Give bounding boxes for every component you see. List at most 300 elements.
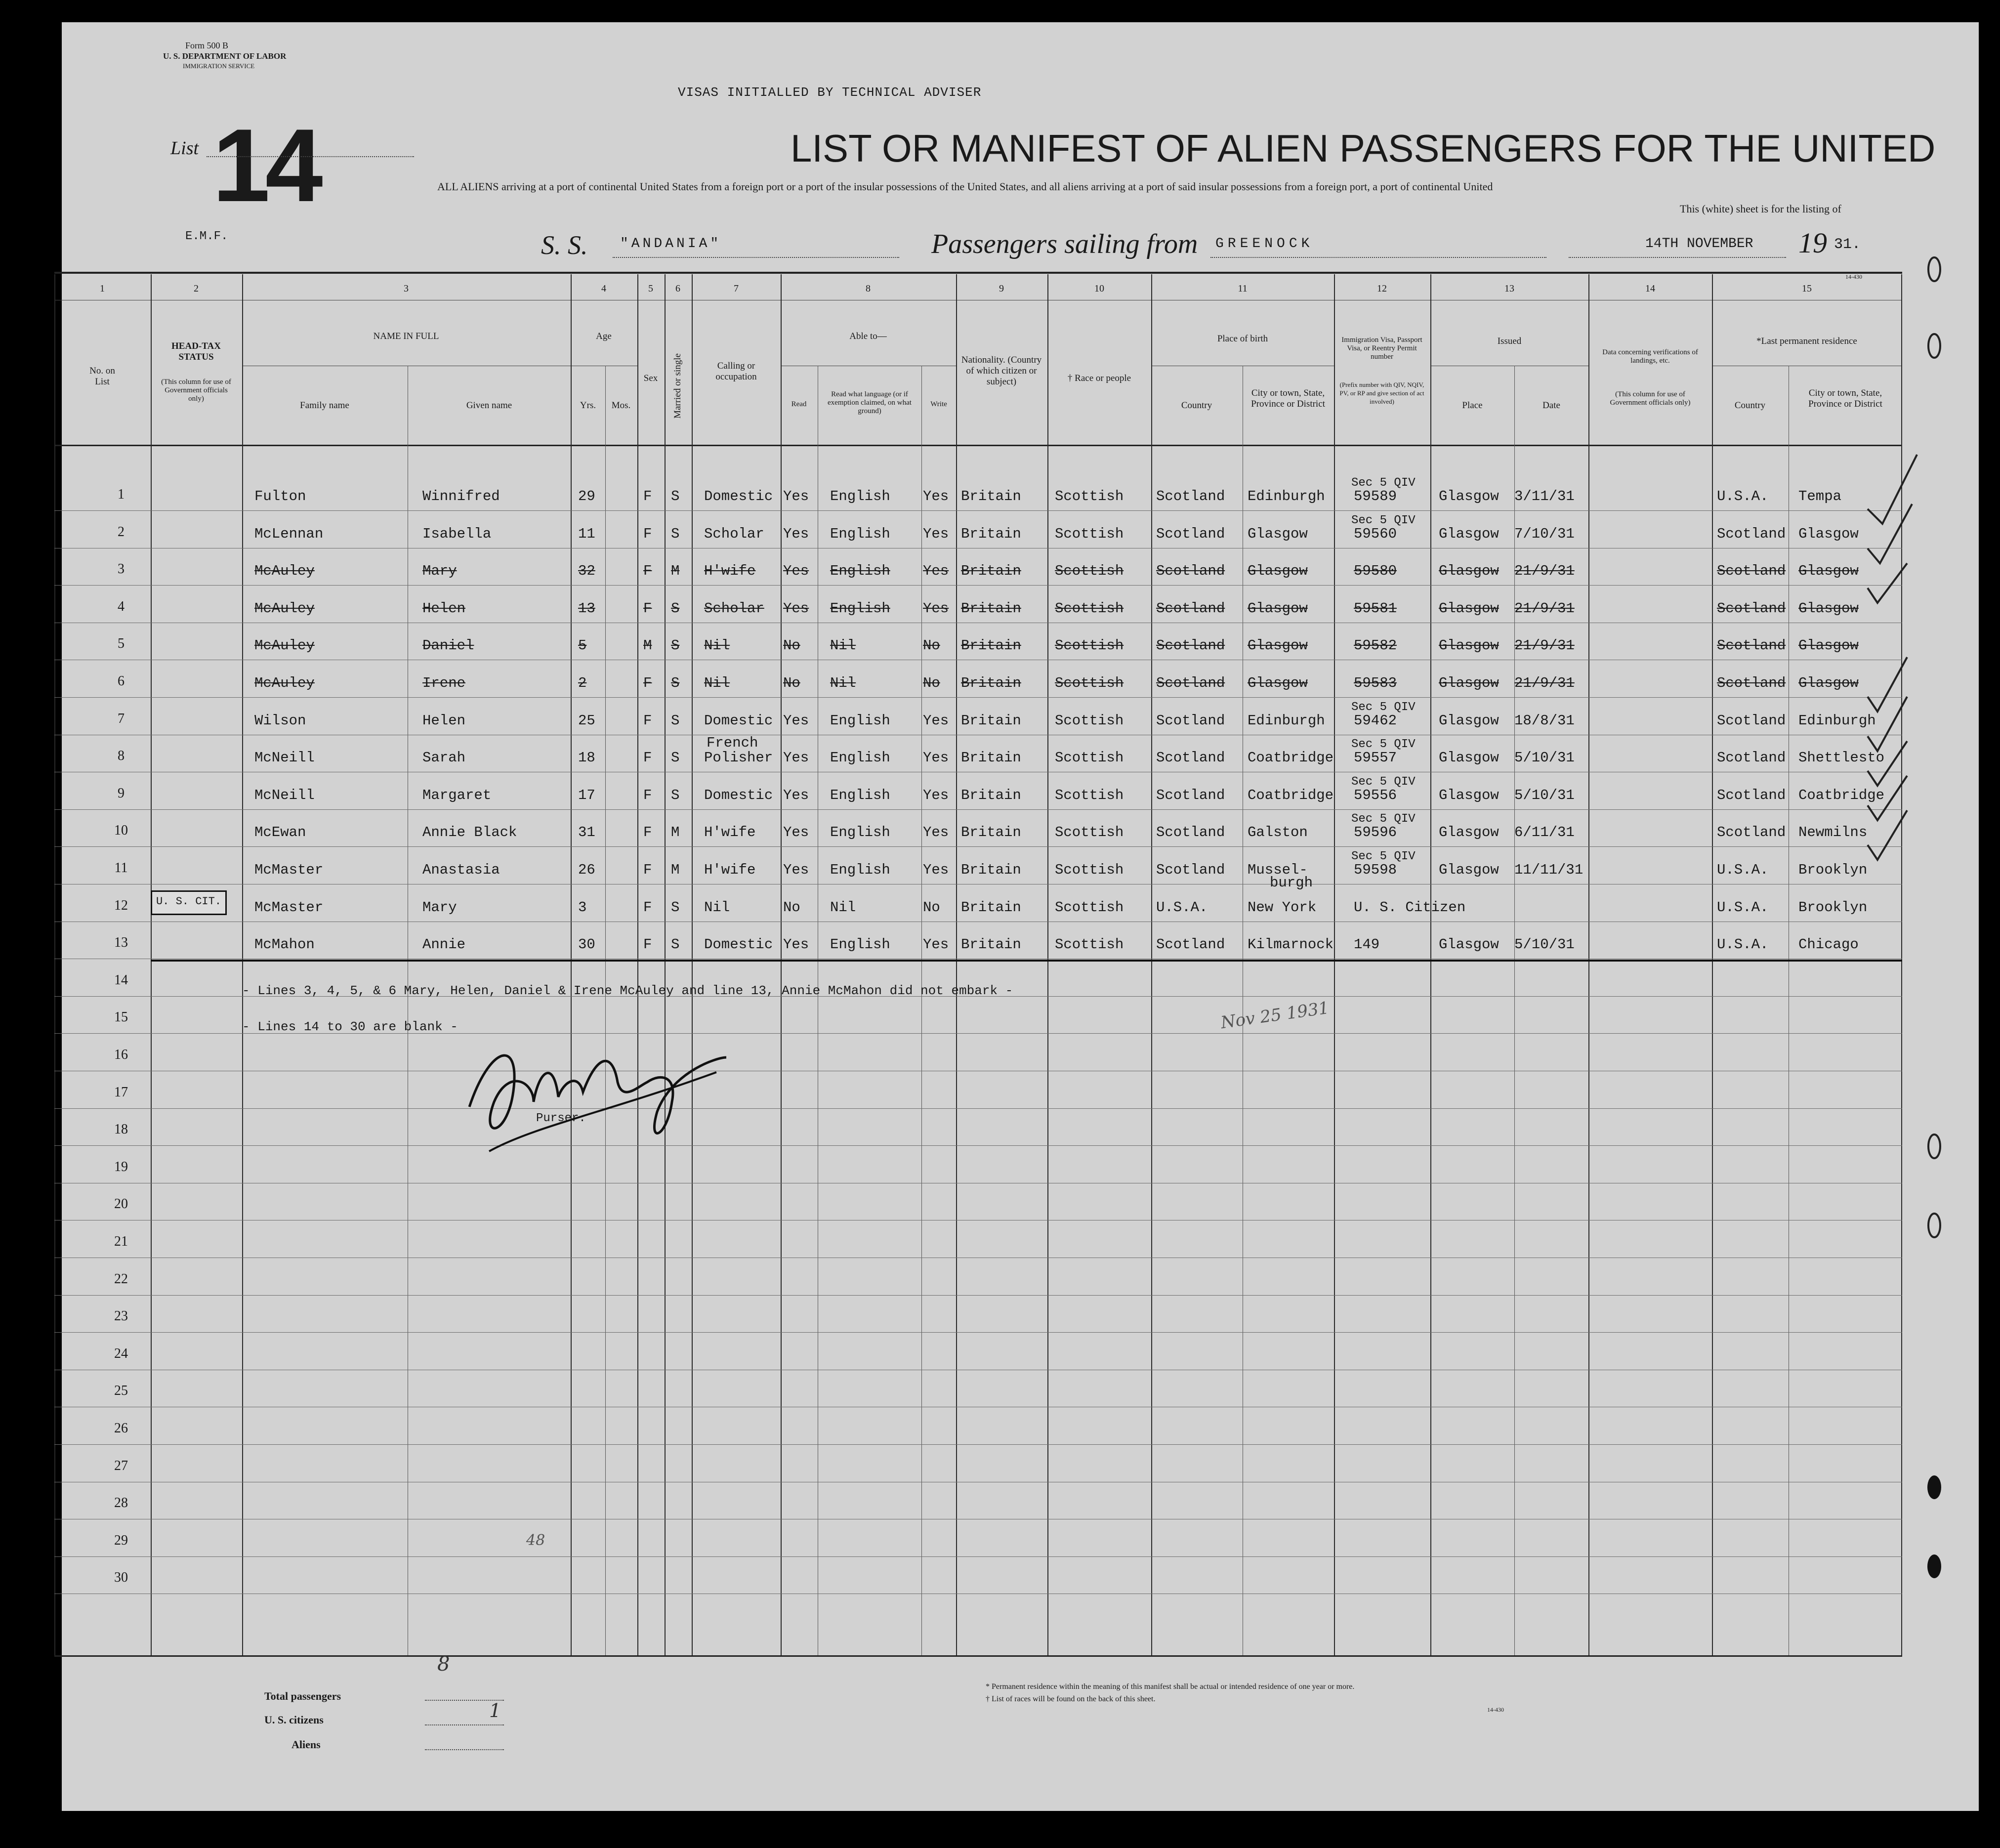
cell-res-country: Scotland [1717,712,1786,729]
col-border [781,274,782,1655]
cell-issued-place: Glasgow [1439,936,1499,953]
cell-given: Mary [422,563,457,580]
row-rule [54,1108,1902,1109]
cell-given: Margaret [422,787,492,803]
cell-occupation: Domestic [704,936,773,953]
row-rule [54,510,1902,511]
cell-occupation: H'wife [704,824,756,841]
cell-family: McAuley [254,563,315,580]
row-rule [54,1444,1902,1445]
cell-visa2: 59589 [1354,488,1397,504]
row-number: 10 [114,823,128,839]
hdr-write: Write [930,400,947,408]
hdr-res-country: Country [1734,400,1766,411]
cell-res-city: Brooklyn [1798,862,1868,878]
cell-age: 31 [578,824,595,841]
cell-nationality: Britain [961,488,1021,504]
cell-family: McMahon [254,936,315,953]
cell-birth-city: Glasgow [1248,525,1308,542]
cell-issued-place: Glasgow [1439,675,1499,691]
row-rule [54,1332,1902,1333]
cell-lang: English [830,600,890,617]
hdr-given-name: Given name [466,400,512,411]
hdr-family-name: Family name [300,400,349,411]
cell-sex: F [643,787,652,803]
col-border [1047,274,1048,1655]
row-number: 6 [118,673,125,689]
cell-issued-date: 6/11/31 [1514,824,1575,841]
hdr-birth-city: City or town, State, Province or District [1251,388,1325,409]
cell-race: Scottish [1055,563,1124,580]
cell-visa2: 59580 [1354,563,1397,580]
cell-read: Yes [783,712,809,729]
col-border [665,274,666,1655]
cell-race: Scottish [1055,488,1124,504]
col-number: 9 [999,283,1004,294]
cell-lang: English [830,862,890,878]
row-rule [54,1145,1902,1146]
hdr-nationality: Nationality. (Country of which citizen or subject) [961,355,1042,387]
cell-birth-city: Galston [1248,824,1308,841]
cell-visa2: 59560 [1354,525,1397,542]
cell-lang: English [830,525,890,542]
cell-issued-date: 21/9/31 [1514,600,1575,617]
cell-given: Isabella [422,525,492,542]
cell-sex: F [643,600,652,617]
cell-age: 29 [578,488,595,504]
row-number: 16 [114,1047,128,1062]
form-code-top: 14-430 [1845,273,1862,280]
header-bottom-rule [54,445,1902,446]
cell-res-country: Scotland [1717,525,1786,542]
cell-ms: M [671,563,680,580]
col-border [54,274,55,1655]
cell-read: Yes [783,787,809,803]
cell-sex: F [643,488,652,504]
cell-occupation: Domestic [704,712,773,729]
cell-birth-city: Glasgow [1248,675,1308,691]
row-rule [54,846,1902,847]
table-bottom-rule [54,1655,1902,1657]
cell-issued-place: Glasgow [1439,824,1499,841]
cell-age: 5 [578,637,587,654]
cell-age: 18 [578,750,595,766]
cell-write: Yes [923,525,949,542]
cell-visa-section: Sec 5 QIV [1351,513,1416,527]
cell-family: McMaster [254,862,324,878]
port: GREENOCK [1215,236,1314,252]
total-passengers-value: 8 [437,1653,450,1676]
hdr-able-to: Able to— [849,331,887,341]
col-border [151,274,152,1655]
manifest-sheet [62,22,1979,1811]
cell-res-country: Scotland [1717,563,1786,580]
cell-birth-country: U.S.A. [1156,899,1208,916]
cell-res-city: Glasgow [1798,525,1859,542]
cell-write: Yes [923,824,949,841]
cell-occupation: H'wife [704,563,756,580]
cell-nationality: Britain [961,750,1021,766]
col-number: 13 [1504,283,1514,294]
list-underline [207,156,414,157]
row-number: 15 [114,1009,128,1025]
col-border [1712,274,1713,1655]
cell-given: Anastasia [422,862,500,878]
hdr-head-tax: HEAD-TAX STATUS [171,341,221,362]
cell-res-city: Brooklyn [1798,899,1868,916]
cell-ms: S [671,488,680,504]
cell-lang: English [830,488,890,504]
cell-birth-country: Scotland [1156,787,1225,803]
cell-nationality: Britain [961,899,1021,916]
cell-birth-city: New York [1248,899,1317,916]
total-passengers-label: Total passengers [264,1690,341,1702]
col-border [1151,274,1152,1655]
form-number: Form 500 B [185,41,229,50]
cell-birth-country: Scotland [1156,675,1225,691]
hdr-yrs: Yrs. [580,400,596,411]
cell-visa-section: Sec 5 QIV [1351,775,1416,789]
cell-visa2: 59462 [1354,712,1397,729]
cell-write: Yes [923,600,949,617]
hdr-no-on-list: No. on List [89,366,115,387]
table-top-rule [54,272,1902,274]
col-border [921,366,922,1655]
cell-sex: F [643,525,652,542]
cell-read: Yes [783,488,809,504]
cell-birth-city: Kilmarnock [1248,936,1334,953]
cell-read: No [783,899,800,916]
cell-nationality: Britain [961,824,1021,841]
hdr-data-note: (This column for use of Government officials only) [1610,390,1691,407]
cell-write: Yes [923,712,949,729]
cell-occupation: Scholar [704,600,764,617]
row-rule [54,1556,1902,1557]
department: U. S. DEPARTMENT OF LABOR [163,51,287,61]
row-number: 30 [114,1570,128,1586]
cell-res-city: Edinburgh [1798,712,1876,729]
cell-nationality: Britain [961,675,1021,691]
cell-ms: S [671,936,680,953]
year-suffix: 31. [1834,236,1861,253]
list-label: List [170,138,199,159]
hdr-issued: Issued [1497,336,1522,346]
cell-lang: English [830,712,890,729]
col-number: 8 [866,283,871,294]
cell-family: McAuley [254,675,315,691]
cell-birth-country: Scotland [1156,862,1225,878]
cell-lang: Nil [830,637,856,654]
col-number: 7 [734,283,739,294]
hdr-calling: Calling or occupation [715,361,757,382]
row-rule [54,809,1902,810]
cell-family: McEwan [254,824,306,841]
cell-birth-country: Scotland [1156,525,1225,542]
cell-read: Yes [783,600,809,617]
note-line-15: - Lines 14 to 30 are blank - [242,1019,458,1034]
cell-age: 13 [578,600,595,617]
cell-visa2: U. S. Citizen [1354,899,1466,916]
cell-occupation: Polisher [704,750,773,766]
cell-issued-place: Glasgow [1439,637,1499,654]
col-number: 2 [194,283,199,294]
cell-res-country: Scotland [1717,750,1786,766]
row-rule [54,1295,1902,1296]
cell-given: Helen [422,600,466,617]
cell-ms: S [671,637,680,654]
cell-ms: S [671,899,680,916]
end-of-list-rule [151,960,1902,962]
cell-age: 30 [578,936,595,953]
cell-family: Fulton [254,488,306,504]
cell-lang: English [830,824,890,841]
cell-res-country: U.S.A. [1717,488,1769,504]
cell-issued-place: Glasgow [1439,750,1499,766]
col-number: 14 [1645,283,1655,294]
hdr-sex: Sex [643,373,658,383]
visa-note: VISAS INITIALLED BY TECHNICAL ADVISER [678,85,982,100]
footnote-residence: * Permanent residence within the meaning of this manifest shall be actual or intended residence of one year or more. [986,1682,1355,1691]
col-border [1588,274,1589,1655]
us-citizens-value: 1 [489,1700,501,1722]
cell-res-city: Chicago [1798,936,1859,953]
hdr-married: Married or single [672,353,683,419]
us-citizen-stamp: U. S. CIT. [151,890,227,915]
cell-issued-date: 5/10/31 [1514,750,1575,766]
cell-given: Annie Black [422,824,517,841]
cell-write: Yes [923,787,949,803]
cell-birth-city: Coatbridge [1248,750,1334,766]
port-underline [1210,257,1546,258]
cell-race: Scottish [1055,637,1124,654]
col-number: 5 [648,283,653,294]
hdr-data-concerning: Data concerning verifications of landings, etc. [1602,348,1698,365]
row-number: 1 [118,487,125,502]
handwritten-date: Nov 25 1931 [1219,998,1331,1033]
row-number: 2 [118,524,125,540]
cell-sex: F [643,675,652,691]
cell-issued-date: 3/11/31 [1514,488,1575,504]
row-number: 20 [114,1196,128,1212]
cell-race: Scottish [1055,787,1124,803]
cell-visa2: 59583 [1354,675,1397,691]
cell-res-city: Newmilns [1798,824,1868,841]
cell-birth-country: Scotland [1156,637,1225,654]
cell-race: Scottish [1055,936,1124,953]
col-border [242,274,243,1655]
cell-race: Scottish [1055,600,1124,617]
cell-issued-date: 21/9/31 [1514,637,1575,654]
cell-age: 17 [578,787,595,803]
col-border [571,274,572,1655]
cell-given: Annie [422,936,466,953]
cell-visa2: 59556 [1354,787,1397,803]
hdr-last-residence: *Last permanent residence [1756,336,1857,346]
cell-sex: F [643,824,652,841]
cell-res-city: Glasgow [1798,563,1859,580]
cell-res-city: Coatbridge [1798,787,1885,803]
cell-read: Yes [783,824,809,841]
col-border [692,274,693,1655]
cell-birth-city: Edinburgh [1248,712,1325,729]
col-number: 12 [1377,283,1387,294]
cell-family: McNeill [254,750,315,766]
cell-birth-country: Scotland [1156,750,1225,766]
row-number: 29 [114,1532,128,1548]
cell-res-country: Scotland [1717,637,1786,654]
cell-occupation: Domestic [704,787,773,803]
cell-issued-place: Glasgow [1439,712,1499,729]
cell-read: No [783,675,800,691]
cell-given: Daniel [422,637,474,654]
cell-res-city: Glasgow [1798,675,1859,691]
hdr-place-of-birth: Place of birth [1217,334,1268,344]
cell-res-country: Scotland [1717,787,1786,803]
cell-visa-section: Sec 5 QIV [1351,738,1416,752]
cell-occupation: Nil [704,637,730,654]
cell-nationality: Britain [961,936,1021,953]
cell-birth-city-2: burgh [1270,875,1313,891]
aliens-underline [425,1749,504,1750]
row-number: 22 [114,1271,128,1287]
purser-signature [459,1028,736,1161]
row-rule [54,585,1902,586]
cell-lang: Nil [830,675,856,691]
cell-given: Mary [422,899,457,916]
cell-age: 3 [578,899,587,916]
col-border [605,366,606,1655]
cell-res-country: Scotland [1717,600,1786,617]
cell-write: Yes [923,936,949,953]
cell-write: No [923,675,940,691]
cell-given: Helen [422,712,466,729]
cell-race: Scottish [1055,712,1124,729]
cell-ms: S [671,525,680,542]
cell-ms: M [671,862,680,878]
cell-issued-place: Glasgow [1439,563,1499,580]
cell-ms: S [671,787,680,803]
hdr-age: Age [596,331,612,341]
cell-read: Yes [783,862,809,878]
row-number: 9 [118,785,125,801]
row-number: 25 [114,1383,128,1399]
citizens-underline [425,1724,504,1725]
hdr-birth-country: Country [1181,400,1212,411]
cell-given: Sarah [422,750,466,766]
cell-race: Scottish [1055,750,1124,766]
col-number: 11 [1238,283,1248,294]
hdr-mos: Mos. [611,400,631,411]
col-border [1430,274,1431,1655]
cell-occupation: Nil [704,899,730,916]
col-number: 15 [1802,283,1812,294]
ship-underline [613,257,899,258]
cell-birth-country: Scotland [1156,824,1225,841]
cell-visa2: 149 [1354,936,1380,953]
cell-race: Scottish [1055,675,1124,691]
cell-sex: F [643,936,652,953]
cell-birth-city: Glasgow [1248,600,1308,617]
check-marks [1863,450,1922,894]
hdr-race: † Race or people [1067,373,1131,383]
cell-age: 11 [578,525,595,542]
row-number: 24 [114,1345,128,1361]
cell-issued-place: Glasgow [1439,862,1499,878]
cell-visa2: 59582 [1354,637,1397,654]
cell-lang: English [830,563,890,580]
cell-ms: S [671,600,680,617]
col-border [956,274,957,1655]
cell-write: Yes [923,862,949,878]
col-number: 6 [675,283,680,294]
row-number: 19 [114,1159,128,1175]
row-number: 4 [118,598,125,614]
sailing-date: 14TH NOVEMBER [1645,236,1753,252]
cell-birth-city: Mussel- [1248,862,1308,878]
col-number: 10 [1094,283,1104,294]
manifest-title: LIST OR MANIFEST OF ALIEN PASSENGERS FOR THE UNITED [791,126,1936,170]
row-number: 26 [114,1421,128,1436]
cell-read: Yes [783,563,809,580]
row-rule [54,697,1902,698]
cell-age: 25 [578,712,595,729]
cell-visa2: 59598 [1354,862,1397,878]
row-number: 23 [114,1308,128,1324]
cell-ms: S [671,750,680,766]
cell-family: McNeill [254,787,315,803]
cell-res-city: Glasgow [1798,637,1859,654]
cell-read: Yes [783,525,809,542]
cell-family: McMaster [254,899,324,916]
row-number: 28 [114,1495,128,1511]
cell-birth-city: Glasgow [1248,637,1308,654]
row-number: 3 [118,561,125,577]
cell-lang: English [830,787,890,803]
cell-sex: F [643,712,652,729]
cell-issued-date: 5/10/31 [1514,936,1575,953]
row-number: 21 [114,1234,128,1249]
cell-res-city: Shettlesto [1798,750,1885,766]
cell-race: Scottish [1055,525,1124,542]
row-number: 13 [114,935,128,951]
cell-write: No [923,899,940,916]
cell-birth-city: Glasgow [1248,563,1308,580]
cell-write: Yes [923,563,949,580]
cell-nationality: Britain [961,600,1021,617]
col-border [1334,274,1335,1655]
cell-read: Yes [783,936,809,953]
cell-family: Wilson [254,712,306,729]
cell-ms: S [671,712,680,729]
cell-nationality: Britain [961,712,1021,729]
cell-res-city: Tempa [1798,488,1842,504]
cell-nationality: Britain [961,525,1021,542]
cell-issued-place: Glasgow [1439,600,1499,617]
cell-visa-section: Sec 5 QIV [1351,850,1416,863]
row-number: 12 [114,897,128,913]
row-number: 14 [114,972,128,988]
cell-nationality: Britain [961,862,1021,878]
cell-read: No [783,637,800,654]
aliens-label: Aliens [292,1738,321,1751]
cell-issued-date: 7/10/31 [1514,525,1575,542]
cell-issued-date: 21/9/31 [1514,563,1575,580]
form-code-bottom: 14-430 [1487,1706,1504,1713]
cell-sex: F [643,899,652,916]
purser-label: Purser. [536,1112,586,1125]
cell-res-country: U.S.A. [1717,936,1769,953]
cell-birth-country: Scotland [1156,712,1225,729]
